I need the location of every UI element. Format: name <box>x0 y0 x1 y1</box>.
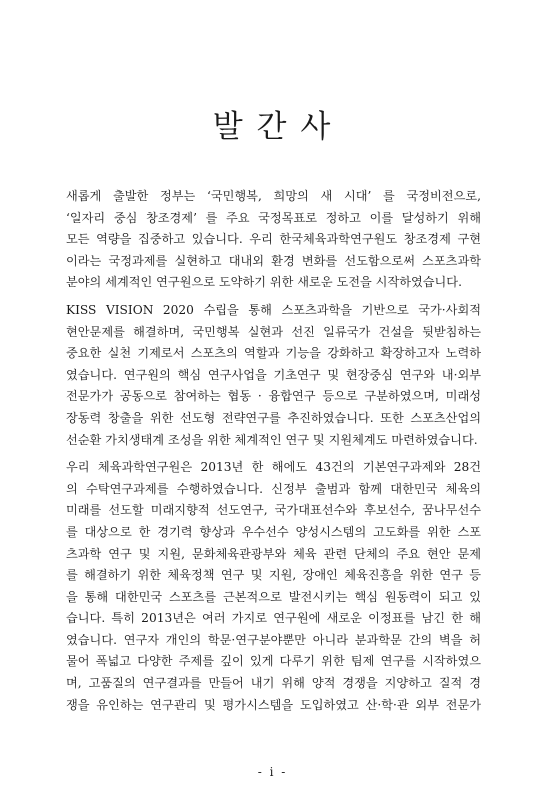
text-line: 츠과학 연구 및 지원, 문화체육관광부와 체육 관련 단체의 주요 현안 문제 <box>66 546 481 561</box>
text-line: 모든 역량을 집중하고 있습니다. 우리 한국체육과학연구원도 창조경제 구현 <box>66 232 481 247</box>
text-line: 새롭게 출발한 정부는 ‘국민행복, 희망의 새 시대’ 를 국정비전으로, <box>66 189 481 203</box>
text-line: 를 해결하기 위한 체육정책 연구 및 지원, 장애인 체육진흥을 위한 연구 등 <box>66 568 481 583</box>
text-line: 를 대상으로 한 경기력 향상과 우수선수 양성시스템의 고도화를 위한 스포 <box>66 524 481 539</box>
text-line: 쟁을 유인하는 연구관리 및 평가시스템을 도입하였고 산·학·관 외부 전문가 <box>66 697 481 712</box>
text-line: ‘일자리 중심 창조경제’ 를 주요 국정목표로 정하고 이를 달성하기 위해 <box>66 210 481 225</box>
text-line: 분야의 세계적인 연구원으로 도약하기 위한 새로운 도전을 시작하였습니다. <box>66 275 462 290</box>
paragraph <box>66 300 481 451</box>
text-line: 장동력 창출을 위한 선도형 전략연구를 추진하였습니다. 또한 스포츠산업의 <box>66 410 481 425</box>
paragraph <box>66 457 481 716</box>
page-title: 발 간 사 <box>212 109 333 145</box>
text-line: 현안문제를 해결하며, 국민행복 실현과 선진 일류국가 건설을 뒷받침하는 <box>66 324 481 339</box>
paragraph <box>66 186 481 294</box>
text-line: 미래를 선도할 미래지향적 선도연구, 국가대표선수와 후보선수, 꿈나무선수 <box>66 503 481 518</box>
body-text <box>66 186 481 722</box>
text-line: 을 통해 대한민국 스포츠를 근본적으로 발전시키는 핵심 원동력이 되고 있 <box>66 589 481 604</box>
text-line: 며, 고품질의 연구결과를 만들어 내기 위해 양적 경쟁을 지양하고 질적 경 <box>66 676 481 691</box>
text-line: 이라는 국정과제를 실현하고 대내외 환경 변화를 선도함으로써 스포츠과학 <box>66 253 481 268</box>
text-line: 선순환 가치생태계 조성을 위한 체계적인 연구 및 지원체계도 마련하였습니다. <box>66 432 478 447</box>
text-line: 였습니다. 연구원의 핵심 연구사업을 기초연구 및 현장중심 연구와 내·외부 <box>66 367 481 382</box>
text-line: 중요한 실천 기제로서 스포츠의 역할과 기능을 강화하고 확장하고자 노력하 <box>66 346 481 361</box>
text-line: 우리 체육과학연구원은 2013년 한 해에도 43건의 기본연구과제와 28건 <box>66 460 481 475</box>
text-line: 습니다. 특히 2013년은 여러 가지로 연구원에 새로운 이정표를 남긴 한 해 <box>66 611 481 626</box>
page-number: - i - <box>257 765 288 779</box>
text-line: 물어 폭넓고 다양한 주제를 깊이 있게 다루기 위한 팀제 연구를 시작하였으 <box>66 654 481 669</box>
text-line: 전문가가 공동으로 참여하는 협동 · 융합연구 등으로 구분하였으며, 미래성 <box>66 389 481 404</box>
text-line: 였습니다. 연구자 개인의 학문·연구분야뿐만 아니라 분과학문 간의 벽을 허 <box>66 632 481 647</box>
text-line: 의 수탁연구과제를 수행하였습니다. 신정부 출범과 함께 대한민국 체육의 <box>66 481 481 496</box>
text-line: KISS VISION 2020 수립을 통해 스포츠과학을 기반으로 국가·사회적 <box>66 302 481 317</box>
